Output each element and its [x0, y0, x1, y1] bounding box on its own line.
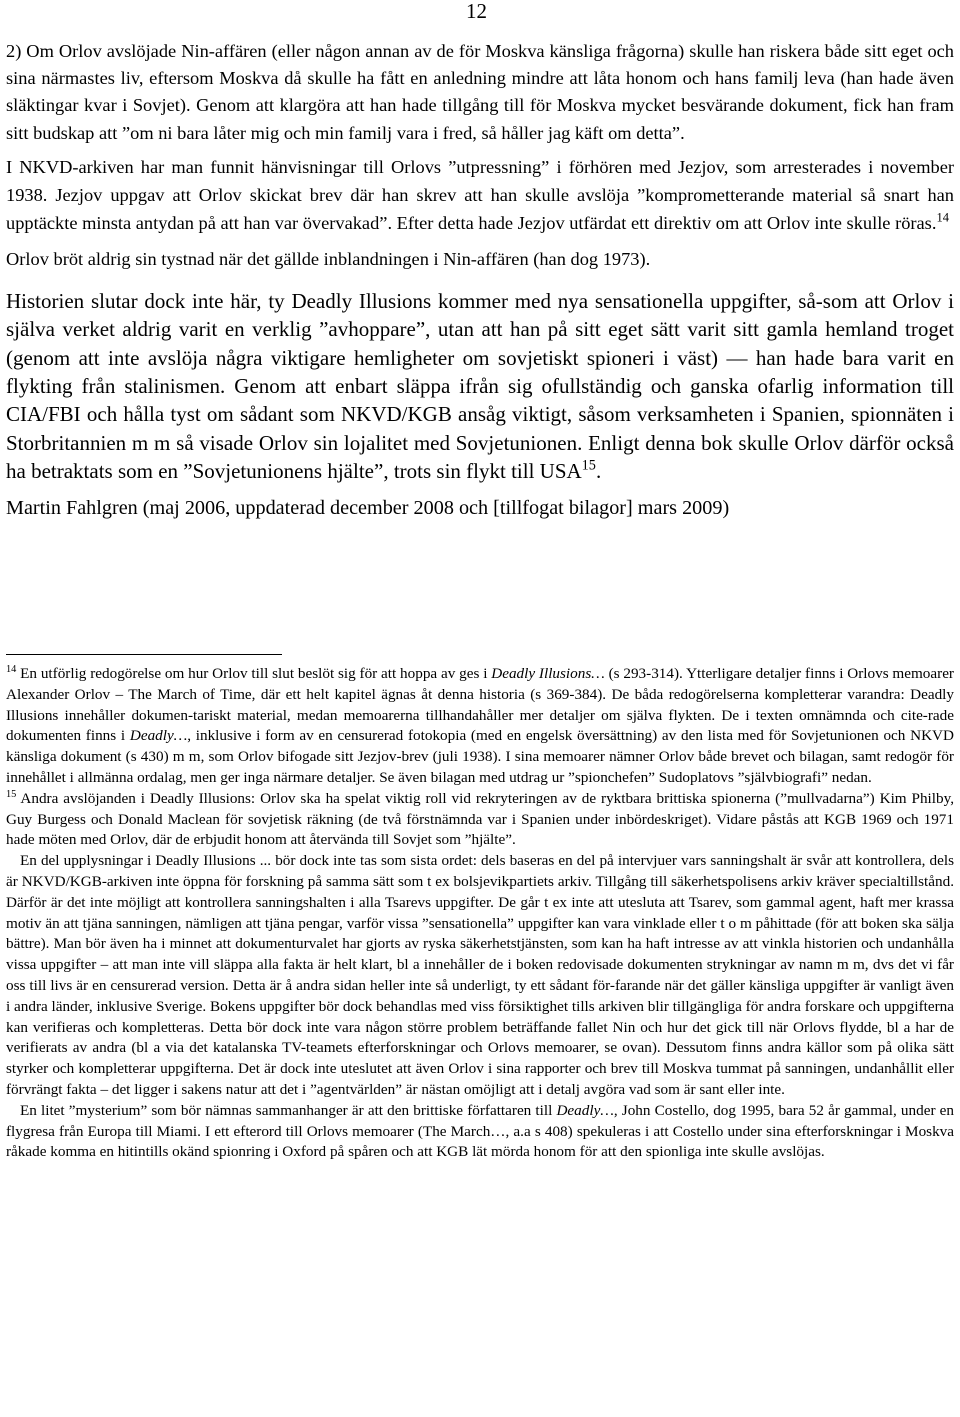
page-number: 12 [466, 0, 487, 23]
paragraph-nkvd-archives [6, 153, 954, 237]
footnote-text: , inklusive i form av en censurerad fotokopia (med en engelsk översättning) av den lista med för Sovjetunionen och NKVD känsliga dokument (s 430) m m, som Orlov bifogade sitt Jezjov-brev (juli 1938). I sina memoarer nämner Orlov både brevet och bilagan, samt redogör för innehållet i allmänna ordalag, men ger inga närmare detaljer. Se även bilagan med utdrag ur ”spionchefen” Sudoplatovs ”självbiografi” nedan. [6, 727, 954, 786]
book-title: Deadly Illusions… [491, 665, 605, 682]
book-title: Deadly… [129, 727, 188, 745]
author-signature: Martin Fahlgren (maj 2006, uppdaterad december 2008 och [tillfogat bilagor] mars 2009) [6, 496, 730, 519]
footnote-text: (s 293-314). Ytterligare detaljer finns i Orlovs memoarer Alexander Orlov – The March of Time, där ett helt kapitel ägnas åt denna historia (s 369-384). De båda redogörelserna kompletterar varandra: Deadly Illusions innehåller dokumen-tariskt material, medan memoarerna tillhandahåller mer detaljer om själva flykten. De i texten omnämnda och cite-rade dokumenten finns i [6, 665, 954, 745]
paragraph-point-2: 2) Om Orlov avslöjade Nin-affären (eller någon annan av de för Moskva känsliga frågorna) skulle han riskera både sitt eget och sina närmastes liv, eftersom Moskva då skulle ha fått en anledning mindre att låta honom och hans familj leva (han hade även släktingar kvar i Sovjet). Genom att klargöra att han hade tillgång till för Moskva mycket besvärande dokument, fick han fram sitt budskap att ”om ni bara låter mig och min familj vara i fred, så håller jag käft om detta”. [6, 41, 954, 143]
footnote-mark-15: 15 [6, 788, 17, 800]
paragraph-text: Historien slutar dock inte här, ty Deadly Illusions kommer med nya sensationella uppgifter, så-som att Orlov i själva verket aldrig varit en verklig ”avhoppare”, utan att han på sitt eget sätt varit sitt gamla hemland troget (genom att inte avslöja några viktigare hemligheter om sovjetiskt spioneri i väst) — han hade bara varit en flykting från stalinismen. Genom att enbart släppa ifrån sig ofullständig och ganska ofarlig information till CIA/FBI och hålla tyst om sådant som NKVD/KGB ansåg viktigt, såsom verksamheten i Spanien, spionnäten i Storbritannien m m så visade Orlov sin lojalitet med Sovjetunionen. Enligt denna bok skulle Orlov därför också ha betraktats som en ”Sovjetunionens hjälte”, trots sin flykt till USA [6, 288, 954, 484]
footnote-text: En litet ”mysterium” som bör nämnas sammanhanger är att den brittiske författaren till [20, 1101, 557, 1119]
footnote-continuation-2 [6, 1101, 954, 1163]
paragraph-silence: Orlov bröt aldrig sin tystnad när det gällde inblandningen i Nin-affären (han dog 1973). [6, 248, 651, 269]
footnote-text: En utförlig redogörelse om hur Orlov till slut beslöt sig för att hoppa av ges i [16, 665, 492, 682]
footnote-continuation-1: En del upplysningar i Deadly Illusions ... bör dock inte tas som sista ordet: dels baseras en del på intervjuer vars sanningshalt är svår att kontrollera, dels är NKVD/KGB-arkiven inte öppna för forskning på samma sätt som t ex bolsjevikpartiets arkiv. Tillgång till säkerhetspolisens arkiv kräver specialtillstånd. Därför är det inte möjligt att kontrollera sanningshalten i alla Tsarevs uppgifter. De går t ex inte att utesluta att Tsarev, som gammal agent, haft mer krassa motiv än att tjäna sanningen, nämligen att tjäna pengar, varför vissa ”sensationella” uppgifter kan vara vinklade eller t o m påhittade (för att boken ska sälja bättre). Man bör även ha i minnet att dokumenturvalet har gjorts av ryska säkerhetstjänsten, som kan ha haft intresse av att vinkla historien och undanhålla vissa uppgifter – att man inte vill släppa alla fakta är helt klart, bl a innehåller de i boken redovisade dokumenten strykningar av namn m m, dvs det vi får oss till livs är en censurerad version. Detta är å andra sidan heller inte så underligt, ty ett sådant för-farande när det gäller känsliga uppgifter är vanligt även i andra länder, inklusive Sverige. Bokens uppgifter bör dock behandlas med viss försiktighet tills arkiven blir tillgängliga för andra forskare och uppgifterna kan verifieras och kompletteras. Detta bör dock inte vara någon större problem beträffande fallet Nin och hur det gick till när Orlovs flydde, bl a har de verifierats av andra (bl a via det katalanska TV-teamets efterforskningar och Orlovs memoarer, se ovan). Dessutom finns andra källor som på olika sätt styrker och kompletterar uppgifterna. Det är dock inte uteslutet att även Orlov i sina rapporter och brev till Moskva tummat på sanningen, undanhållit eller förvrängt fakta – det ligger i sakens natur att det i ”agentvärlden” är nästan omöjligt att i detalj avgöra vad som är sant eller inte. [6, 852, 954, 1098]
main-text [6, 38, 954, 522]
footnote-separator [6, 654, 282, 655]
footnote-text: Andra avslöjanden i Deadly Illusions: Orlov ska ha spelat viktig roll vid rekryteringen av de ryktbara brittiska spionerna (”mullvadarna”) Kim Philby, Guy Burgess och Donald Maclean för sovjetisk räkning (de två förstnämnda var i Spanien under inbördeskriget). Vidare påstås att KGB 1969 och 1971 hade möten med Orlov, där de erbjudit honom att återvända till Sovjet som ”hjälte”. [6, 789, 954, 849]
footnote-14 [6, 664, 954, 789]
book-title: Deadly… [556, 1101, 614, 1119]
paragraph-text: I NKVD-arkiven har man funnit hänvisningar till Orlovs ”utpressning” i förhören med Jezjov, som arresterades i november 1938. Jezjov uppgav att Orlov skickat brev där han skrev att han skulle avslöja ”komprometterande material så snart han upptäckte minsta antydan på att han var övervakad”. Efter detta hade Jezjov utfärdat ett direktiv om att Orlov inte skulle röras. [6, 156, 954, 233]
paragraph-end: . [595, 459, 602, 484]
paragraph-history [6, 287, 954, 486]
footnote-mark-14: 14 [6, 663, 17, 675]
footnote-ref-15: 15 [581, 457, 596, 474]
footnote-ref-14: 14 [936, 210, 949, 225]
footnotes [6, 664, 954, 1163]
footnote-15 [6, 789, 954, 851]
footnote-text: , John Costello, dog 1995, bara 52 år gammal, under en flygresa från Europa till Miami. I ett efterord till Orlovs memoarer (The March…, a.a s 408) spekuleras i att Costello under sina efterforskningar i Moskva råkade komma en hitintills okänd spionring i Oxford på spåren och att KGB lät mörda honom för att den spionliga inte skulle avslöjas. [6, 1101, 954, 1161]
